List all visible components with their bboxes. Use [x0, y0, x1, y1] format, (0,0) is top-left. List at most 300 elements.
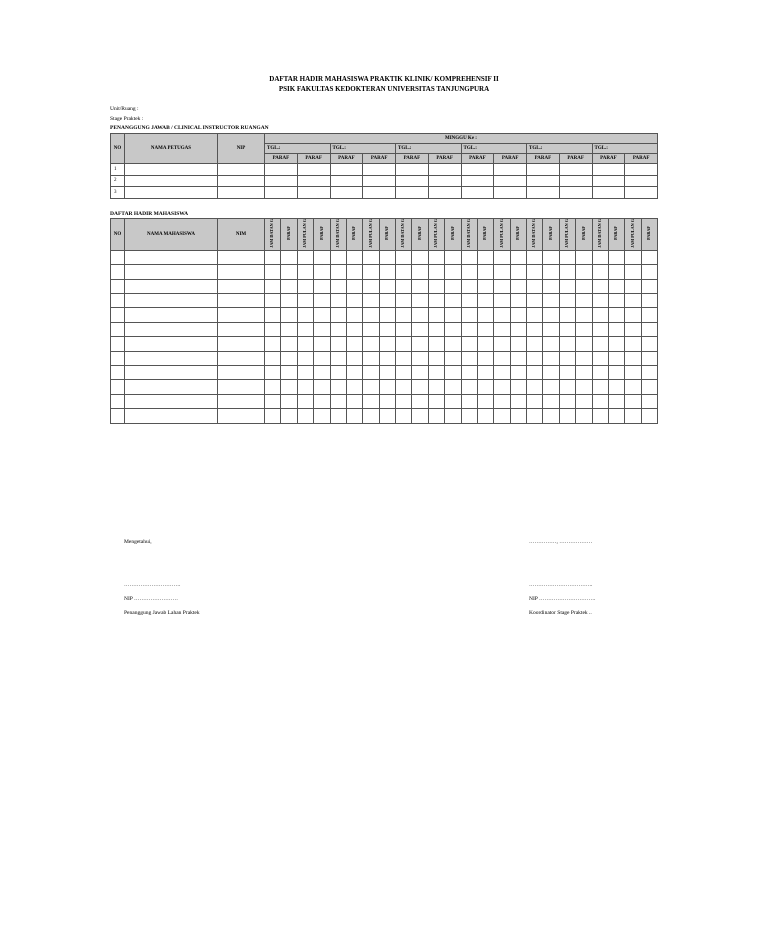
empty-cell — [125, 380, 218, 394]
empty-cell — [527, 187, 560, 199]
empty-cell — [111, 322, 125, 336]
empty-cell — [218, 322, 265, 336]
empty-cell — [494, 322, 510, 336]
empty-cell — [527, 265, 543, 279]
left-nip: NIP …………………… — [124, 596, 179, 602]
empty-cell — [125, 308, 218, 322]
empty-cell — [363, 380, 379, 394]
header-no: NO — [111, 134, 125, 164]
header-time-column — [330, 219, 346, 251]
section-title-mahasiswa: DAFTAR HADIR MAHASISWA — [110, 211, 189, 217]
empty-cell — [314, 380, 330, 394]
empty-cell — [265, 351, 281, 365]
empty-cell — [346, 394, 362, 408]
empty-cell — [445, 265, 461, 279]
empty-cell — [330, 380, 346, 394]
empty-cell — [608, 380, 624, 394]
empty-cell — [641, 294, 657, 308]
empty-cell — [494, 187, 527, 199]
empty-cell — [461, 279, 477, 293]
header-paraf: PARAF — [625, 154, 658, 164]
document-title-line1: DAFTAR HADIR MAHASISWA PRAKTIK KLINIK/ KOMPREHENSIF II — [269, 75, 499, 83]
empty-cell — [641, 394, 657, 408]
empty-cell — [412, 279, 428, 293]
header-tgl: TGL.: — [330, 144, 396, 154]
empty-cell — [592, 351, 608, 365]
empty-cell — [445, 250, 461, 264]
empty-cell — [543, 394, 559, 408]
table-row — [111, 265, 658, 279]
empty-cell — [494, 380, 510, 394]
header-time-column — [363, 219, 379, 251]
empty-cell — [428, 187, 461, 199]
header-tgl: TGL.: — [461, 144, 527, 154]
header-time-column — [641, 219, 657, 251]
empty-cell — [330, 409, 346, 423]
empty-cell — [527, 351, 543, 365]
empty-cell — [297, 294, 313, 308]
header-time-column — [265, 219, 281, 251]
empty-cell — [412, 394, 428, 408]
header-time-column — [494, 219, 510, 251]
empty-cell — [218, 351, 265, 365]
empty-cell — [592, 265, 608, 279]
empty-cell — [218, 365, 265, 379]
header-paraf: PARAF — [461, 154, 494, 164]
empty-cell — [543, 294, 559, 308]
empty-cell — [461, 187, 494, 199]
empty-cell — [396, 394, 412, 408]
empty-cell — [461, 365, 477, 379]
empty-cell — [494, 409, 510, 423]
empty-cell — [265, 265, 281, 279]
empty-cell — [111, 351, 125, 365]
empty-cell — [297, 164, 330, 176]
empty-cell — [494, 308, 510, 322]
empty-cell — [445, 279, 461, 293]
empty-cell — [510, 351, 526, 365]
empty-cell — [363, 187, 396, 199]
empty-cell — [125, 294, 218, 308]
header-minggu: MINGGU Ke : — [265, 134, 658, 144]
empty-cell — [510, 380, 526, 394]
empty-cell — [608, 394, 624, 408]
empty-cell — [543, 308, 559, 322]
column-label: PARAF — [384, 226, 390, 241]
empty-cell — [346, 409, 362, 423]
empty-cell — [608, 294, 624, 308]
empty-cell — [625, 164, 658, 176]
column-label: PARAF — [285, 226, 291, 241]
header-time-column — [625, 219, 641, 251]
empty-cell — [461, 265, 477, 279]
empty-cell — [281, 322, 297, 336]
header-paraf: PARAF — [428, 154, 461, 164]
empty-cell — [527, 308, 543, 322]
empty-cell — [461, 380, 477, 394]
empty-cell — [641, 322, 657, 336]
empty-cell — [281, 365, 297, 379]
empty-cell — [125, 279, 218, 293]
empty-cell — [281, 308, 297, 322]
header-time-column — [608, 219, 624, 251]
empty-cell — [608, 337, 624, 351]
empty-cell — [527, 250, 543, 264]
empty-cell — [527, 394, 543, 408]
empty-cell — [297, 250, 313, 264]
empty-cell — [428, 294, 444, 308]
header-paraf: PARAF — [363, 154, 396, 164]
empty-cell — [477, 308, 493, 322]
table-row — [111, 337, 658, 351]
empty-cell — [396, 322, 412, 336]
column-label: JAM PULAN G — [564, 219, 570, 248]
table-row — [111, 351, 658, 365]
empty-cell — [396, 279, 412, 293]
table-row — [111, 175, 658, 187]
empty-cell — [527, 337, 543, 351]
empty-cell — [477, 351, 493, 365]
empty-cell — [412, 308, 428, 322]
column-label: PARAF — [416, 226, 422, 241]
empty-cell — [641, 380, 657, 394]
empty-cell — [363, 164, 396, 176]
header-time-column — [445, 219, 461, 251]
empty-cell — [625, 265, 641, 279]
empty-cell — [510, 322, 526, 336]
empty-cell — [608, 279, 624, 293]
header-tgl: TGL.: — [592, 144, 658, 154]
empty-cell — [461, 409, 477, 423]
empty-cell — [218, 394, 265, 408]
empty-cell — [330, 250, 346, 264]
empty-cell — [445, 337, 461, 351]
empty-cell — [363, 294, 379, 308]
empty-cell — [314, 250, 330, 264]
empty-cell — [576, 294, 592, 308]
table-row — [111, 380, 658, 394]
empty-cell — [125, 265, 218, 279]
empty-cell — [346, 351, 362, 365]
empty-cell — [346, 308, 362, 322]
header-paraf: PARAF — [494, 154, 527, 164]
empty-cell — [218, 250, 265, 264]
column-label: PARAF — [580, 226, 586, 241]
empty-cell — [543, 365, 559, 379]
empty-cell — [265, 337, 281, 351]
empty-cell — [297, 409, 313, 423]
column-label: JAM DATAN G — [400, 219, 406, 248]
column-label: JAM DATAN G — [269, 219, 275, 248]
empty-cell — [218, 380, 265, 394]
empty-cell — [281, 265, 297, 279]
column-label: JAM PULAN G — [498, 219, 504, 248]
empty-cell — [412, 265, 428, 279]
empty-cell — [477, 279, 493, 293]
empty-cell — [510, 265, 526, 279]
empty-cell — [330, 294, 346, 308]
header-paraf: PARAF — [592, 154, 625, 164]
empty-cell — [445, 308, 461, 322]
empty-cell — [592, 409, 608, 423]
empty-cell — [396, 250, 412, 264]
empty-cell — [494, 279, 510, 293]
empty-cell — [445, 394, 461, 408]
empty-cell — [625, 308, 641, 322]
empty-cell — [265, 380, 281, 394]
empty-cell — [396, 175, 429, 187]
empty-cell — [125, 351, 218, 365]
empty-cell — [363, 175, 396, 187]
empty-cell — [330, 265, 346, 279]
empty-cell — [559, 351, 575, 365]
empty-cell — [314, 365, 330, 379]
empty-cell — [592, 250, 608, 264]
header-time-column — [428, 219, 444, 251]
empty-cell — [559, 279, 575, 293]
empty-cell — [461, 175, 494, 187]
staff-attendance-table — [110, 133, 658, 199]
header-tgl: TGL.: — [396, 144, 462, 154]
empty-cell — [265, 365, 281, 379]
empty-cell — [461, 351, 477, 365]
empty-cell — [543, 337, 559, 351]
empty-cell — [625, 394, 641, 408]
column-label: PARAF — [515, 226, 521, 241]
empty-cell — [218, 308, 265, 322]
empty-cell — [412, 365, 428, 379]
empty-cell — [111, 265, 125, 279]
empty-cell — [218, 279, 265, 293]
table-row — [111, 308, 658, 322]
empty-cell — [461, 250, 477, 264]
empty-cell — [625, 322, 641, 336]
empty-cell — [608, 250, 624, 264]
empty-cell — [330, 164, 363, 176]
empty-cell — [346, 279, 362, 293]
empty-cell — [218, 294, 265, 308]
empty-cell — [428, 322, 444, 336]
empty-cell — [379, 294, 395, 308]
empty-cell — [543, 279, 559, 293]
empty-cell — [576, 265, 592, 279]
table-row — [111, 250, 658, 264]
empty-cell — [559, 380, 575, 394]
empty-cell — [494, 351, 510, 365]
empty-cell — [592, 322, 608, 336]
header-paraf: PARAF — [559, 154, 592, 164]
empty-cell — [297, 394, 313, 408]
empty-cell — [281, 279, 297, 293]
empty-cell — [125, 175, 218, 187]
empty-cell — [641, 409, 657, 423]
empty-cell — [592, 279, 608, 293]
column-label: PARAF — [482, 226, 488, 241]
empty-cell — [412, 294, 428, 308]
right-role: Koordinator Stage Praktek .. — [529, 610, 592, 616]
empty-cell — [428, 409, 444, 423]
empty-cell — [396, 409, 412, 423]
empty-cell — [641, 279, 657, 293]
empty-cell — [363, 279, 379, 293]
empty-cell — [265, 322, 281, 336]
empty-cell — [428, 308, 444, 322]
empty-cell — [461, 164, 494, 176]
empty-cell — [445, 365, 461, 379]
header-paraf: PARAF — [527, 154, 560, 164]
empty-cell — [330, 394, 346, 408]
empty-cell — [379, 250, 395, 264]
empty-cell — [379, 337, 395, 351]
empty-cell — [592, 394, 608, 408]
empty-cell — [379, 308, 395, 322]
empty-cell — [510, 409, 526, 423]
empty-cell — [527, 164, 560, 176]
empty-cell — [559, 409, 575, 423]
empty-cell — [477, 265, 493, 279]
empty-cell — [559, 187, 592, 199]
empty-cell — [625, 409, 641, 423]
document-title-line2: PSIK FAKULTAS KEDOKTERAN UNIVERSITAS TANJUNGPURA — [278, 85, 490, 93]
empty-cell — [379, 351, 395, 365]
empty-cell — [330, 175, 363, 187]
header-time-column — [461, 219, 477, 251]
column-label: JAM PULAN G — [302, 219, 308, 248]
empty-cell — [527, 380, 543, 394]
empty-cell — [510, 250, 526, 264]
empty-cell — [396, 380, 412, 394]
right-nip: NIP …………………………. — [529, 596, 596, 602]
empty-cell — [363, 322, 379, 336]
empty-cell — [428, 351, 444, 365]
empty-cell — [428, 265, 444, 279]
empty-cell — [494, 394, 510, 408]
header-time-column — [477, 219, 493, 251]
empty-cell — [510, 294, 526, 308]
header-time-column — [576, 219, 592, 251]
header-time-column — [297, 219, 313, 251]
empty-cell — [314, 337, 330, 351]
empty-cell — [559, 308, 575, 322]
empty-cell — [510, 394, 526, 408]
empty-cell — [412, 250, 428, 264]
table-row — [111, 294, 658, 308]
empty-cell — [543, 380, 559, 394]
header-tgl: TGL.: — [265, 144, 331, 154]
empty-cell — [379, 365, 395, 379]
column-label: JAM PULAN G — [367, 219, 373, 248]
empty-cell — [218, 409, 265, 423]
header-time-column — [510, 219, 526, 251]
empty-cell — [297, 279, 313, 293]
header-nim: NIM — [218, 219, 265, 251]
empty-cell — [445, 351, 461, 365]
empty-cell — [461, 394, 477, 408]
empty-cell — [559, 294, 575, 308]
empty-cell — [576, 322, 592, 336]
empty-cell — [314, 394, 330, 408]
empty-cell — [218, 164, 265, 176]
empty-cell — [477, 365, 493, 379]
empty-cell — [363, 351, 379, 365]
column-label: PARAF — [613, 226, 619, 241]
empty-cell — [625, 175, 658, 187]
header-time-column — [379, 219, 395, 251]
header-nama-mahasiswa: NAMA MAHASISWA — [125, 219, 218, 251]
empty-cell — [314, 322, 330, 336]
empty-cell — [379, 322, 395, 336]
header-time-column — [559, 219, 575, 251]
column-label: PARAF — [449, 226, 455, 241]
empty-cell — [314, 308, 330, 322]
header-time-column — [346, 219, 362, 251]
empty-cell — [314, 409, 330, 423]
empty-cell — [314, 294, 330, 308]
empty-cell — [265, 187, 298, 199]
empty-cell — [592, 365, 608, 379]
empty-cell — [559, 322, 575, 336]
empty-cell — [379, 394, 395, 408]
pj-label: PENANGGUNG JAWAB / CLINICAL INSTRUCTOR RUANGAN — [110, 125, 269, 131]
empty-cell — [297, 322, 313, 336]
empty-cell — [297, 187, 330, 199]
empty-cell — [330, 308, 346, 322]
empty-cell — [330, 351, 346, 365]
empty-cell — [477, 394, 493, 408]
empty-cell — [625, 365, 641, 379]
empty-cell — [111, 380, 125, 394]
empty-cell — [363, 308, 379, 322]
empty-cell — [218, 187, 265, 199]
empty-cell — [125, 250, 218, 264]
empty-cell — [218, 175, 265, 187]
empty-cell — [396, 308, 412, 322]
empty-cell — [314, 351, 330, 365]
empty-cell — [461, 294, 477, 308]
empty-cell — [281, 394, 297, 408]
table-row — [111, 365, 658, 379]
empty-cell — [576, 250, 592, 264]
empty-cell — [111, 394, 125, 408]
empty-cell — [494, 175, 527, 187]
empty-cell — [510, 308, 526, 322]
empty-cell — [576, 337, 592, 351]
empty-cell — [396, 265, 412, 279]
table-row — [111, 409, 658, 423]
header-time-column — [314, 219, 330, 251]
empty-cell — [625, 294, 641, 308]
empty-cell — [576, 308, 592, 322]
empty-cell — [379, 279, 395, 293]
empty-cell — [412, 409, 428, 423]
empty-cell — [346, 265, 362, 279]
empty-cell — [559, 265, 575, 279]
empty-cell — [461, 337, 477, 351]
empty-cell — [428, 279, 444, 293]
empty-cell — [428, 250, 444, 264]
empty-cell — [346, 322, 362, 336]
empty-cell — [330, 365, 346, 379]
empty-cell — [396, 187, 429, 199]
empty-cell — [494, 337, 510, 351]
empty-cell — [265, 164, 298, 176]
empty-cell — [297, 380, 313, 394]
empty-cell — [559, 394, 575, 408]
empty-cell — [281, 337, 297, 351]
empty-cell — [608, 265, 624, 279]
date-place-line: ……………, ……………… — [529, 539, 593, 545]
empty-cell — [363, 365, 379, 379]
